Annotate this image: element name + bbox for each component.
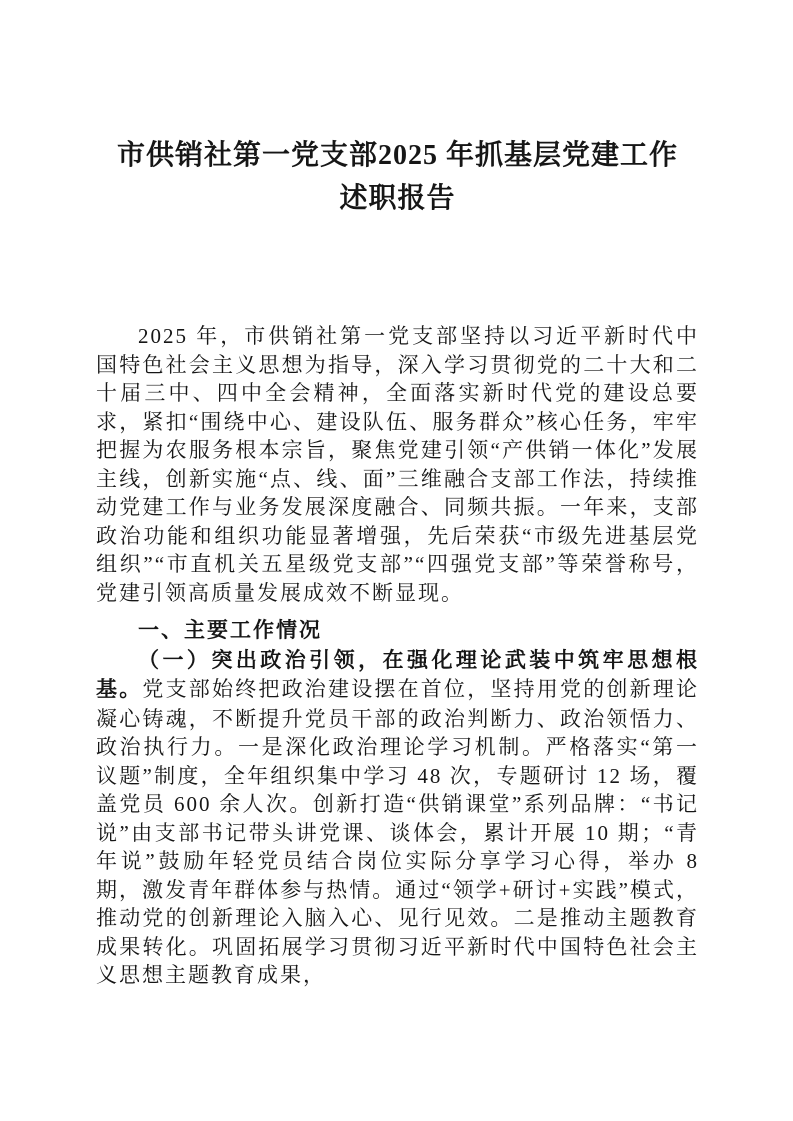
intro-paragraph: 2025 年，市供销社第一党支部坚持以习近平新时代中国特色社会主义思想为指导，深入学习贯彻党的二十大和二十届三中、四中全会精神，全面落实新时代党的建设总要求，紧扣“围绕中心、建设队伍、服务群众”核心任务，牢牢把握为农服务根本宗旨，聚焦党建引领“产供销一体化”发展主线，创新实施“点、线、面”三维融合支部工作法，持续推动党建工作与业务发展深度融合、同频共振。一年来，支部政治功能和组织功能显著增强，先后荣获“市级先进基层党组织”“市直机关五星级党支部”“四强党支部”等荣誉称号，党建引领高质量发展成效不断显现。 (96, 324, 699, 605)
document-body (96, 322, 699, 990)
document-title (96, 134, 699, 220)
section-1-item-1-lead: （一）突出政治引领，在强化理论武装中筑牢思想根基。 (96, 648, 699, 701)
document-title-line-1: 市供销社第一党支部2025 年抓基层党建工作 (116, 140, 678, 171)
section-1-item-1-body: 党支部始终把政治建设摆在首位，坚持用党的创新理论凝心铸魂，不断提升党员干部的政治判断力、政治领悟力、政治执行力。一是深化政治理论学习机制。严格落实“第一议题”制度，全年组织集中学习 48 次，专题研讨 12 场，覆盖党员 600 余人次。创新打造“供销课堂”系列品牌：“书记说”由支部书记带头讲党课、谈体会，累计开展 10 期；“青年说”鼓励年轻党员结合岗位实际分享学习心得，举办 8 期，激发青年群体参与热情。通过“领学+研讨+实践”模式，推动党的创新理论入脑入心、见行见效。二是推动主题教育成果转化。巩固拓展学习贯彻习近平新时代中国特色社会主义思想主题教育成果， (96, 677, 700, 987)
document-title-line-2: 述职报告 (339, 183, 456, 214)
section-1-heading: 一、主要工作情况 (138, 619, 322, 642)
section-1-item-1-paragraph (96, 646, 699, 990)
